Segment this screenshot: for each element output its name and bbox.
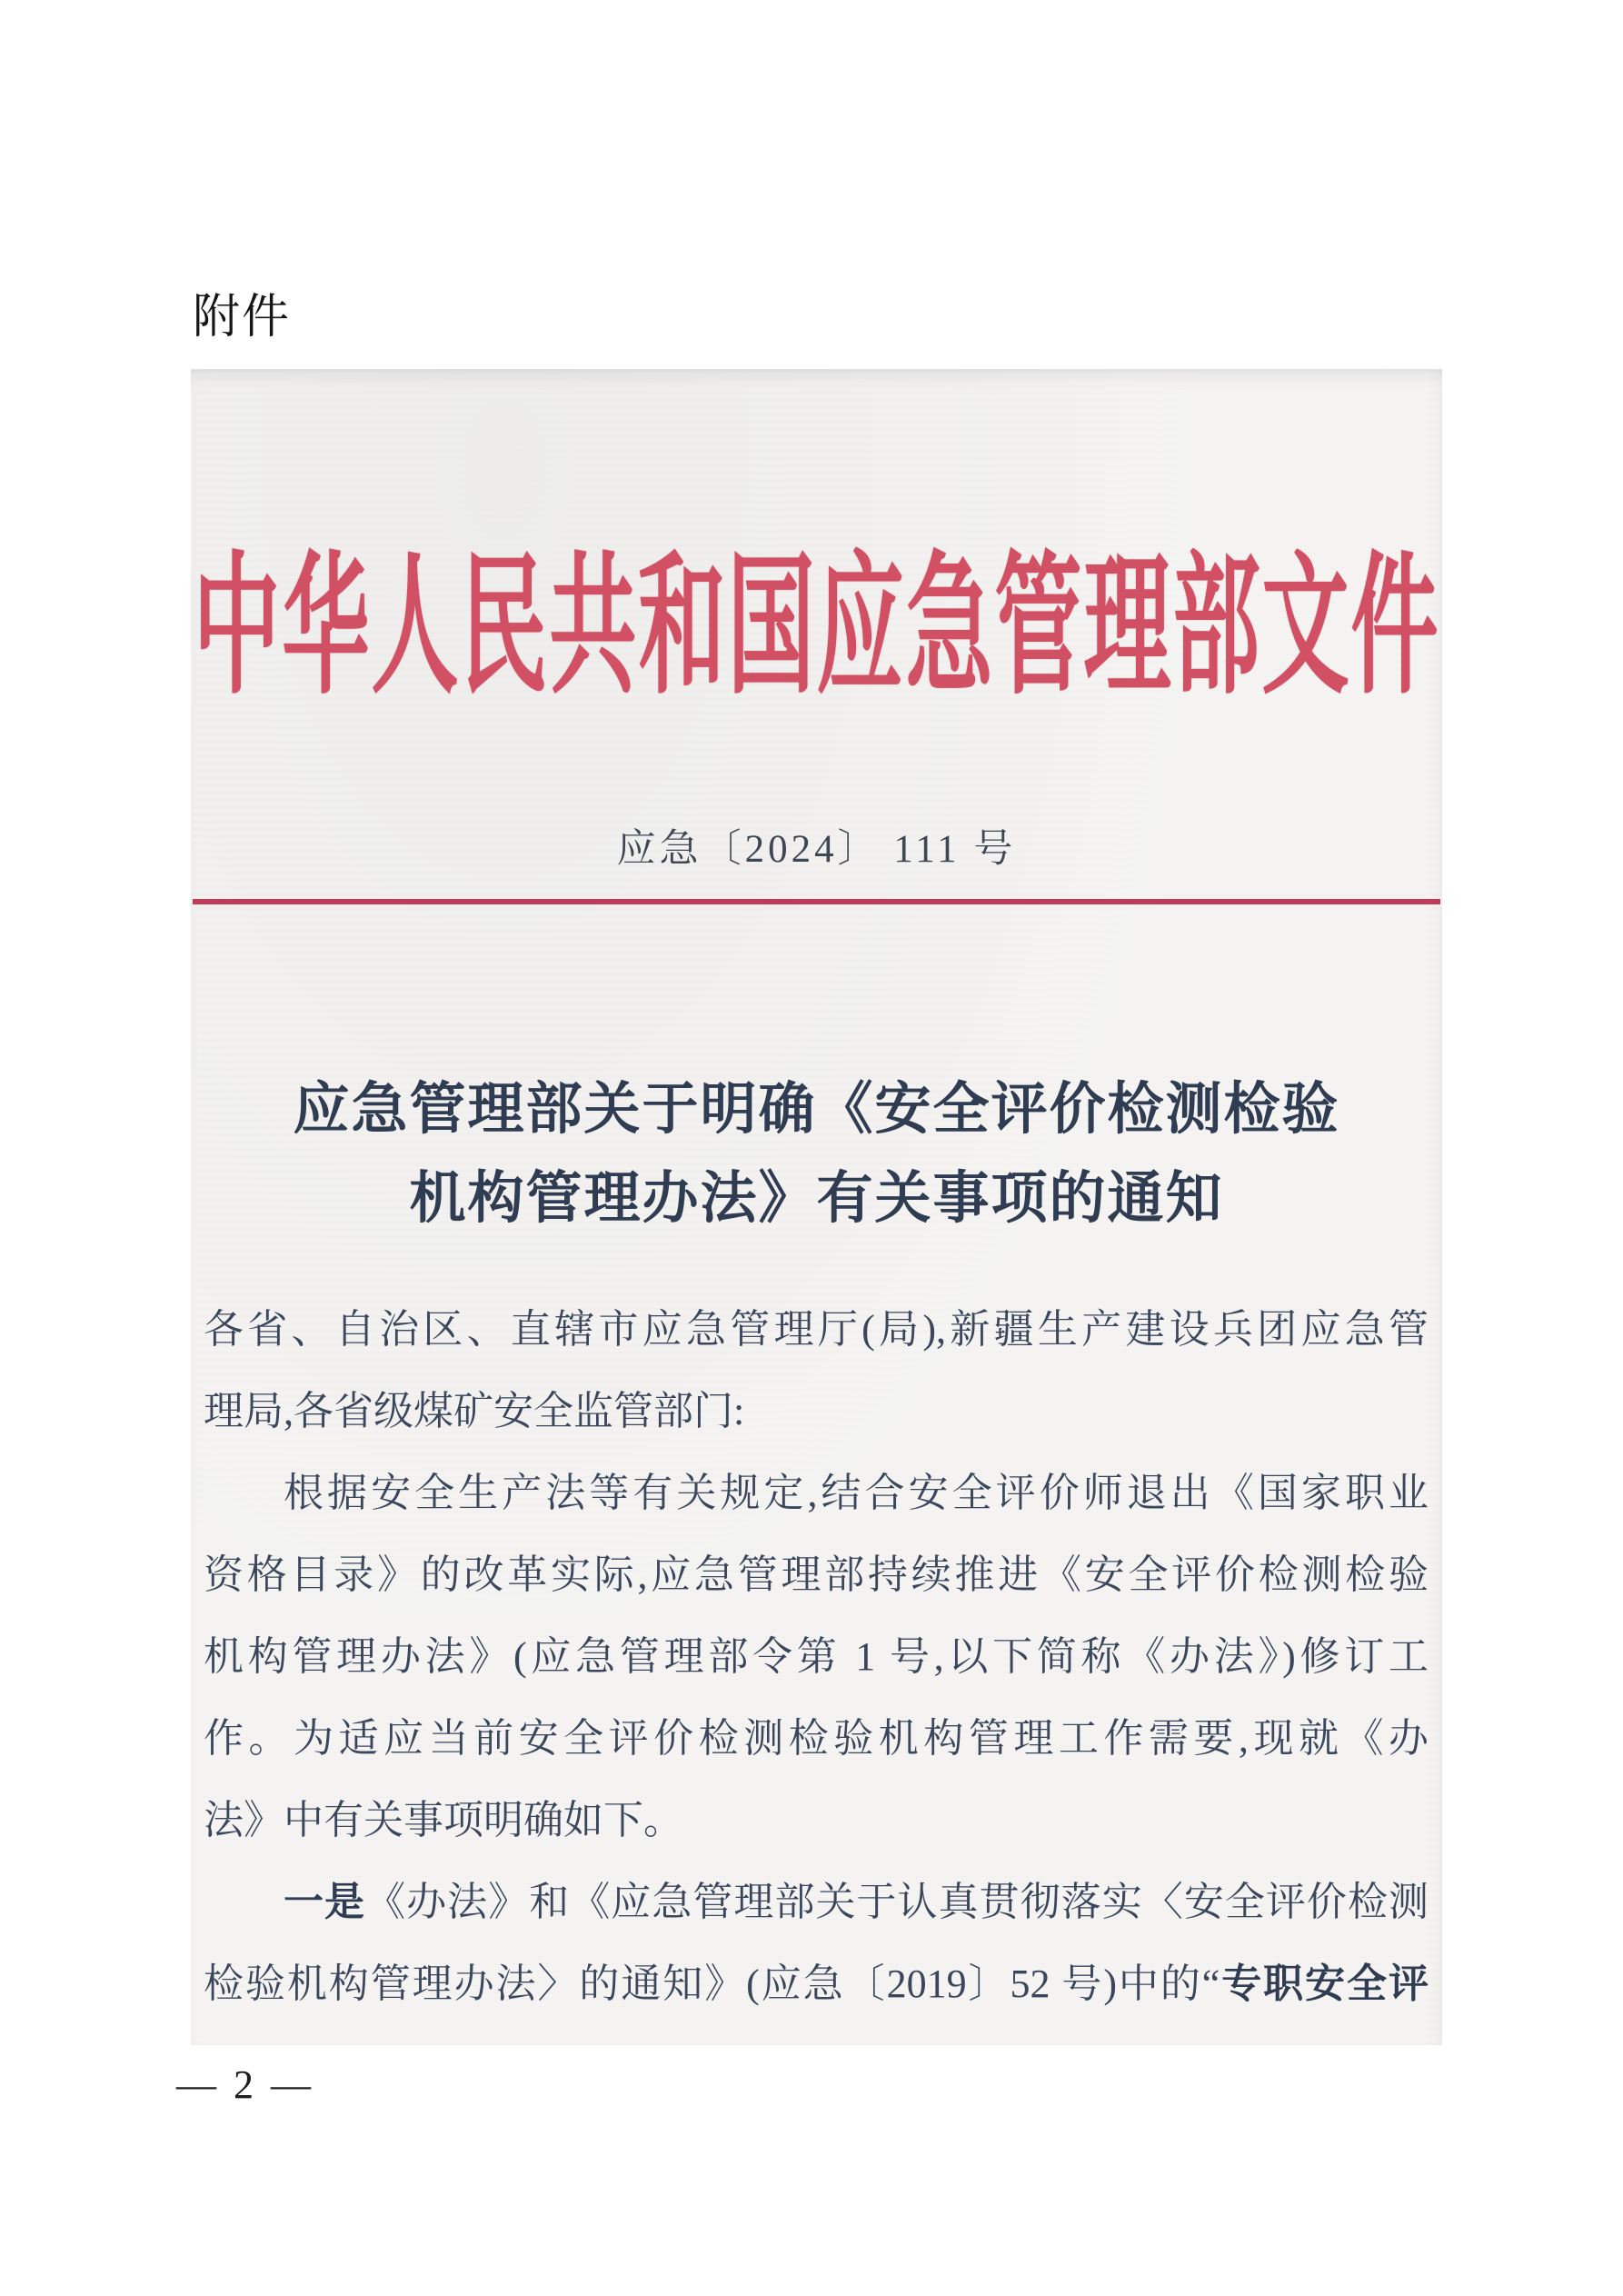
body-line: 资格目录》的改革实际,应急管理部持续推进《安全评价检测检验	[204, 1552, 1429, 1597]
notice-title-line2: 机构管理办法》有关事项的通知	[409, 1168, 1224, 1230]
notice-body	[204, 1289, 1429, 2025]
red-divider-line	[193, 899, 1440, 904]
body-line: 各省、自治区、直辖市应急管理厅(局),新疆生产建设兵团应急管	[204, 1307, 1429, 1352]
body-line: 根据安全生产法等有关规定,结合安全评价师退出《国家职业	[284, 1471, 1429, 1515]
body-line	[204, 1943, 1429, 2025]
scanned-document	[191, 369, 1442, 2045]
body-line-text: 《办法》和《应急管理部关于认真贯彻落实〈安全评价检测	[365, 1880, 1429, 1924]
body-line	[204, 1862, 1429, 1943]
attachment-label: 附件	[193, 291, 292, 344]
body-line-text: 检验机构管理办法〉的通知》(应急〔2019〕52 号)中的“	[204, 1962, 1220, 2006]
body-line: 作。为适应当前安全评价检测检验机构管理工作需要,现就《办	[204, 1716, 1429, 1761]
body-line-bold-lead: 一是	[284, 1880, 366, 1924]
notice-title-line1: 应急管理部关于明确《安全评价检测检验	[293, 1079, 1340, 1141]
body-line-bold-tail: 专职安全评	[1220, 1962, 1429, 2006]
document-number: 应急〔2024〕 111 号	[616, 828, 1017, 871]
body-line: 机构管理办法》(应急管理部令第 1 号,以下简称《办法》)修订工	[204, 1634, 1429, 1679]
page-number: — 2 —	[176, 2062, 314, 2107]
body-line: 理局,各省级煤矿安全监管部门:	[204, 1389, 745, 1433]
letterhead-title: 中华人民共和国应急管理部文件	[193, 542, 1440, 713]
notice-title	[191, 1065, 1442, 1243]
body-line: 法》中有关事项明确如下。	[204, 1798, 683, 1842]
